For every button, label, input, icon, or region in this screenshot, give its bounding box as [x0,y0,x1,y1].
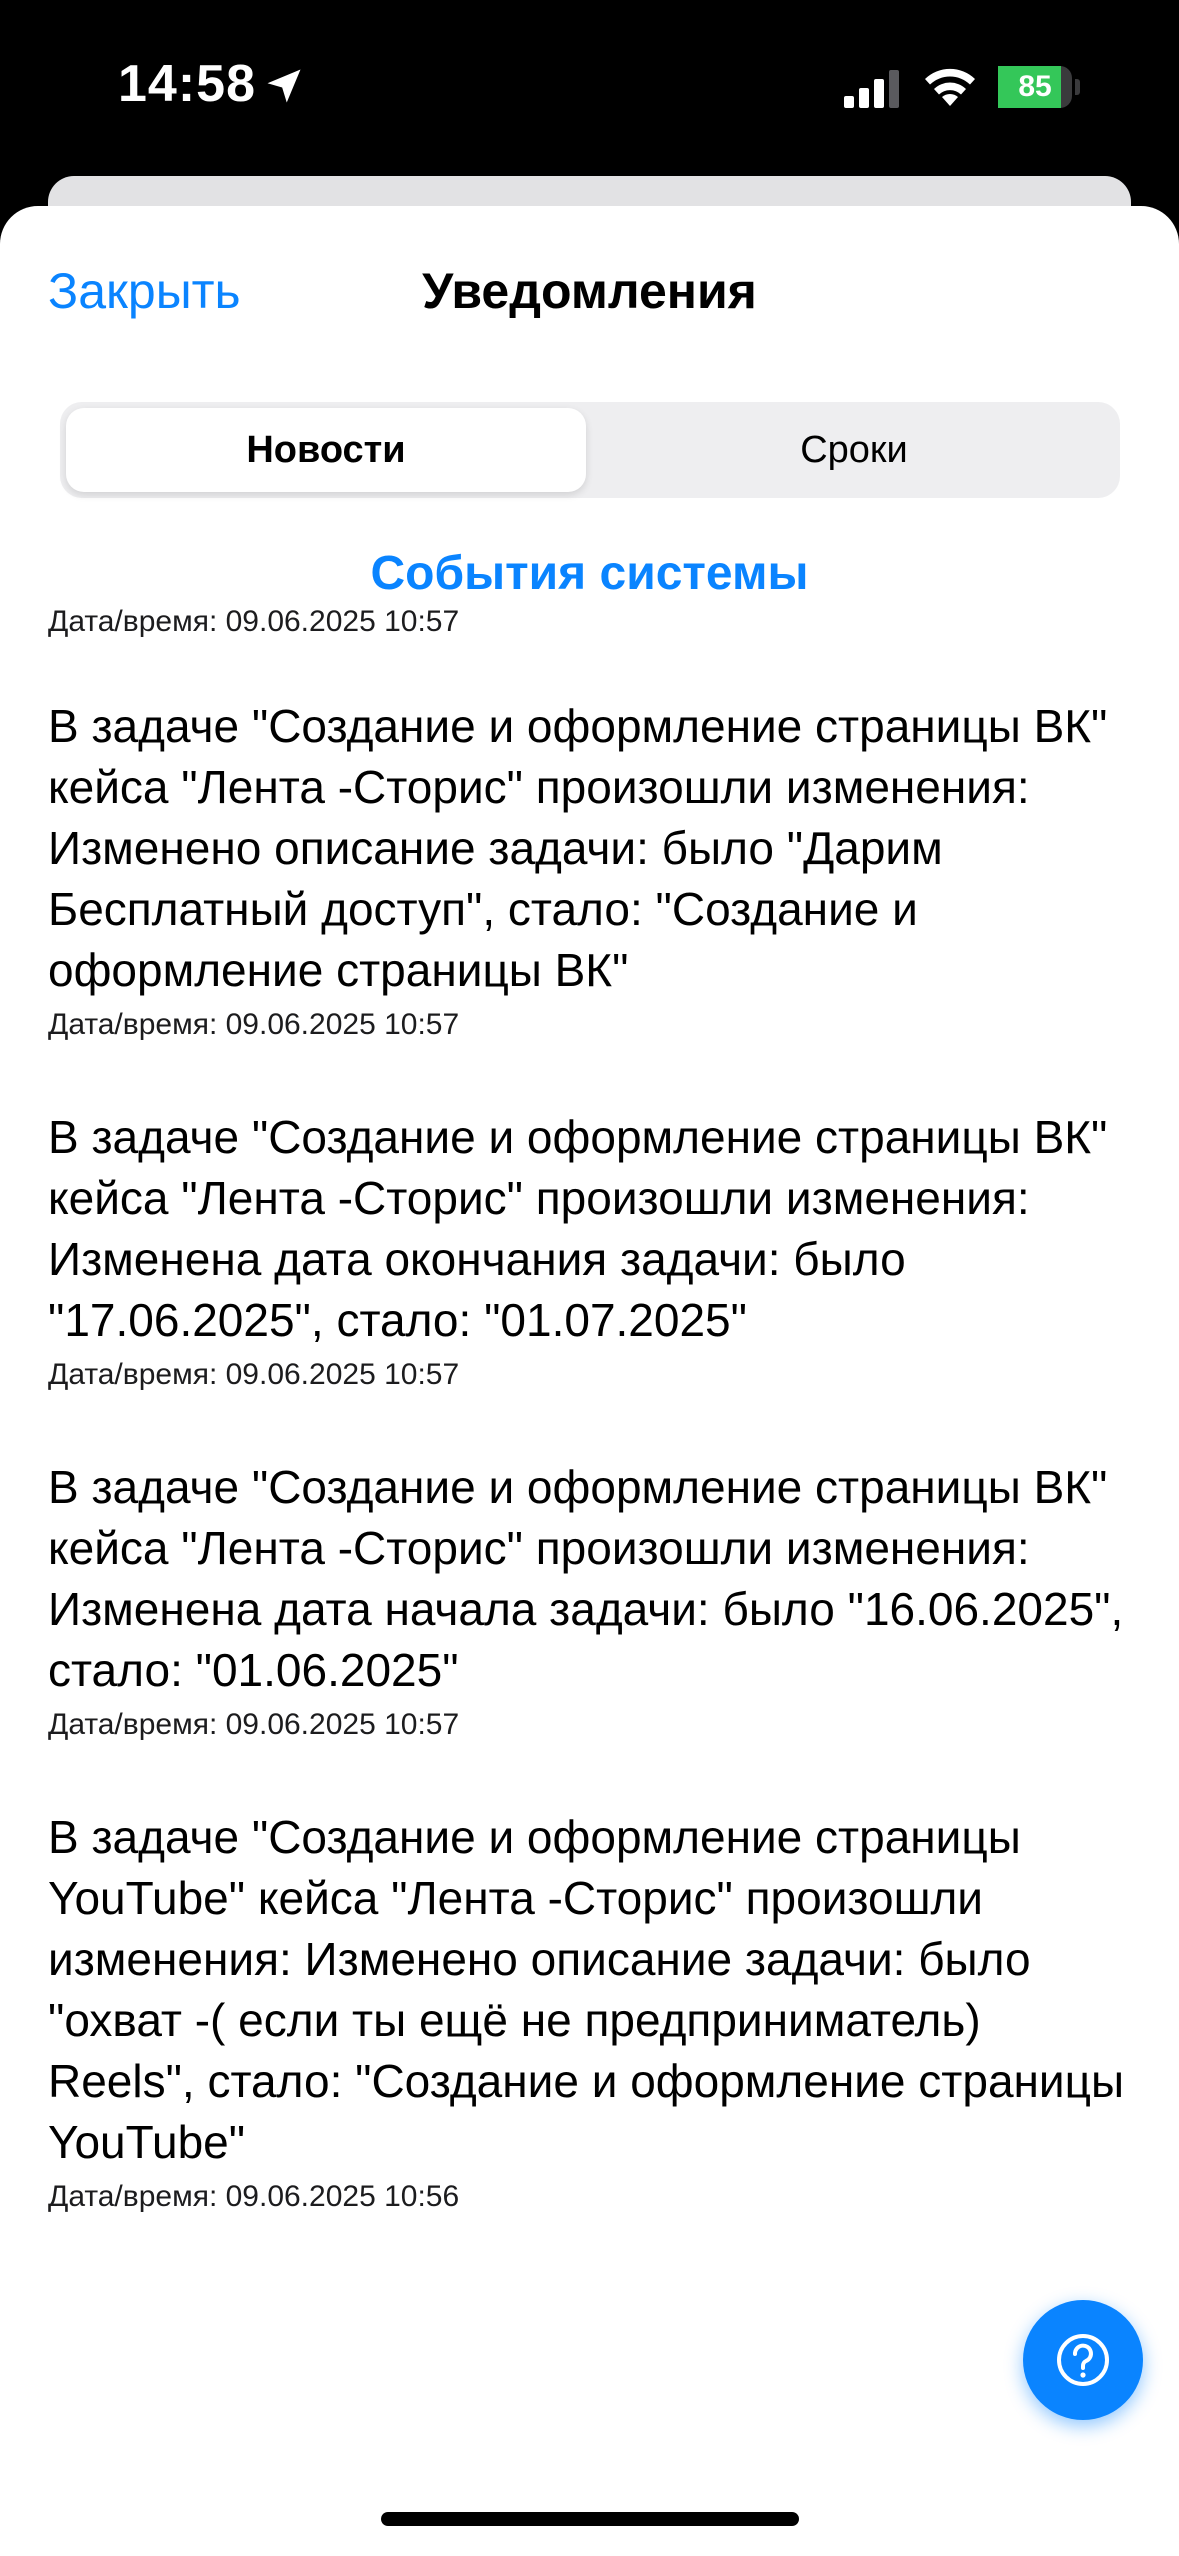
event-text: В задаче "Создание и оформление страницы ВК" кейса "Лента -Сторис" произошли изменения: Изменена дата начала задачи: было "16.06.2025", стало: "01.06.2025" [48,1461,1124,1696]
wifi-icon [922,64,978,108]
event-text: В задаче "Создание и оформление страницы YouTube" кейса "Лента -Сторис" произошли изменения: Изменено описание задачи: было "охват -( если ты ещё не предприниматель) Reels", стало: "Создание и оформление страницы YouTube" [48,1811,1125,2168]
section-title: События системы [370,547,809,600]
event-date: Дата/время: 09.06.2025 10:56 [48,2180,460,2213]
status-bar [0,0,1179,178]
battery-charging-icon [998,66,1080,108]
event-item [0,696,1179,1107]
status-time: 14:58 [118,55,256,113]
event-item [0,1807,1179,2279]
tab-deadlines[interactable]: Сроки [800,429,908,471]
tab-news[interactable]: Новости [66,408,586,492]
battery-level: 85 [1018,70,1052,103]
close-button[interactable]: Закрыть [48,263,241,319]
events-list [0,598,1179,2279]
event-date: Дата/время: 09.06.2025 10:57 [48,1358,460,1391]
cellular-signal-icon [844,70,900,108]
home-indicator [381,2512,799,2526]
event-item [0,1107,1179,1457]
notifications-sheet [0,206,1179,2556]
event-date: Дата/время: 09.06.2025 10:57 [48,605,460,638]
event-item [0,1457,1179,1807]
event-text: В задаче "Создание и оформление страницы ВК" кейса "Лента -Сторис" произошли изменения: Изменена дата окончания задачи: было "17.06.2025", стало: "01.07.2025" [48,1111,1108,1346]
event-item [0,604,1179,696]
tab-switcher [60,402,1120,498]
location-arrow-icon [262,64,306,108]
question-mark-icon [1053,2330,1113,2390]
event-date: Дата/время: 09.06.2025 10:57 [48,1708,460,1741]
sheet-title: Уведомления [422,263,757,319]
help-button[interactable] [1023,2300,1143,2420]
event-text: В задаче "Создание и оформление страницы ВК" кейса "Лента -Сторис" произошли изменения: Изменено описание задачи: было "Дарим Бесплатный доступ", стало: "Создание и оформление страницы ВК" [48,700,1108,996]
events-feed[interactable] [0,605,1179,2556]
event-date: Дата/время: 09.06.2025 10:57 [48,1008,460,1041]
